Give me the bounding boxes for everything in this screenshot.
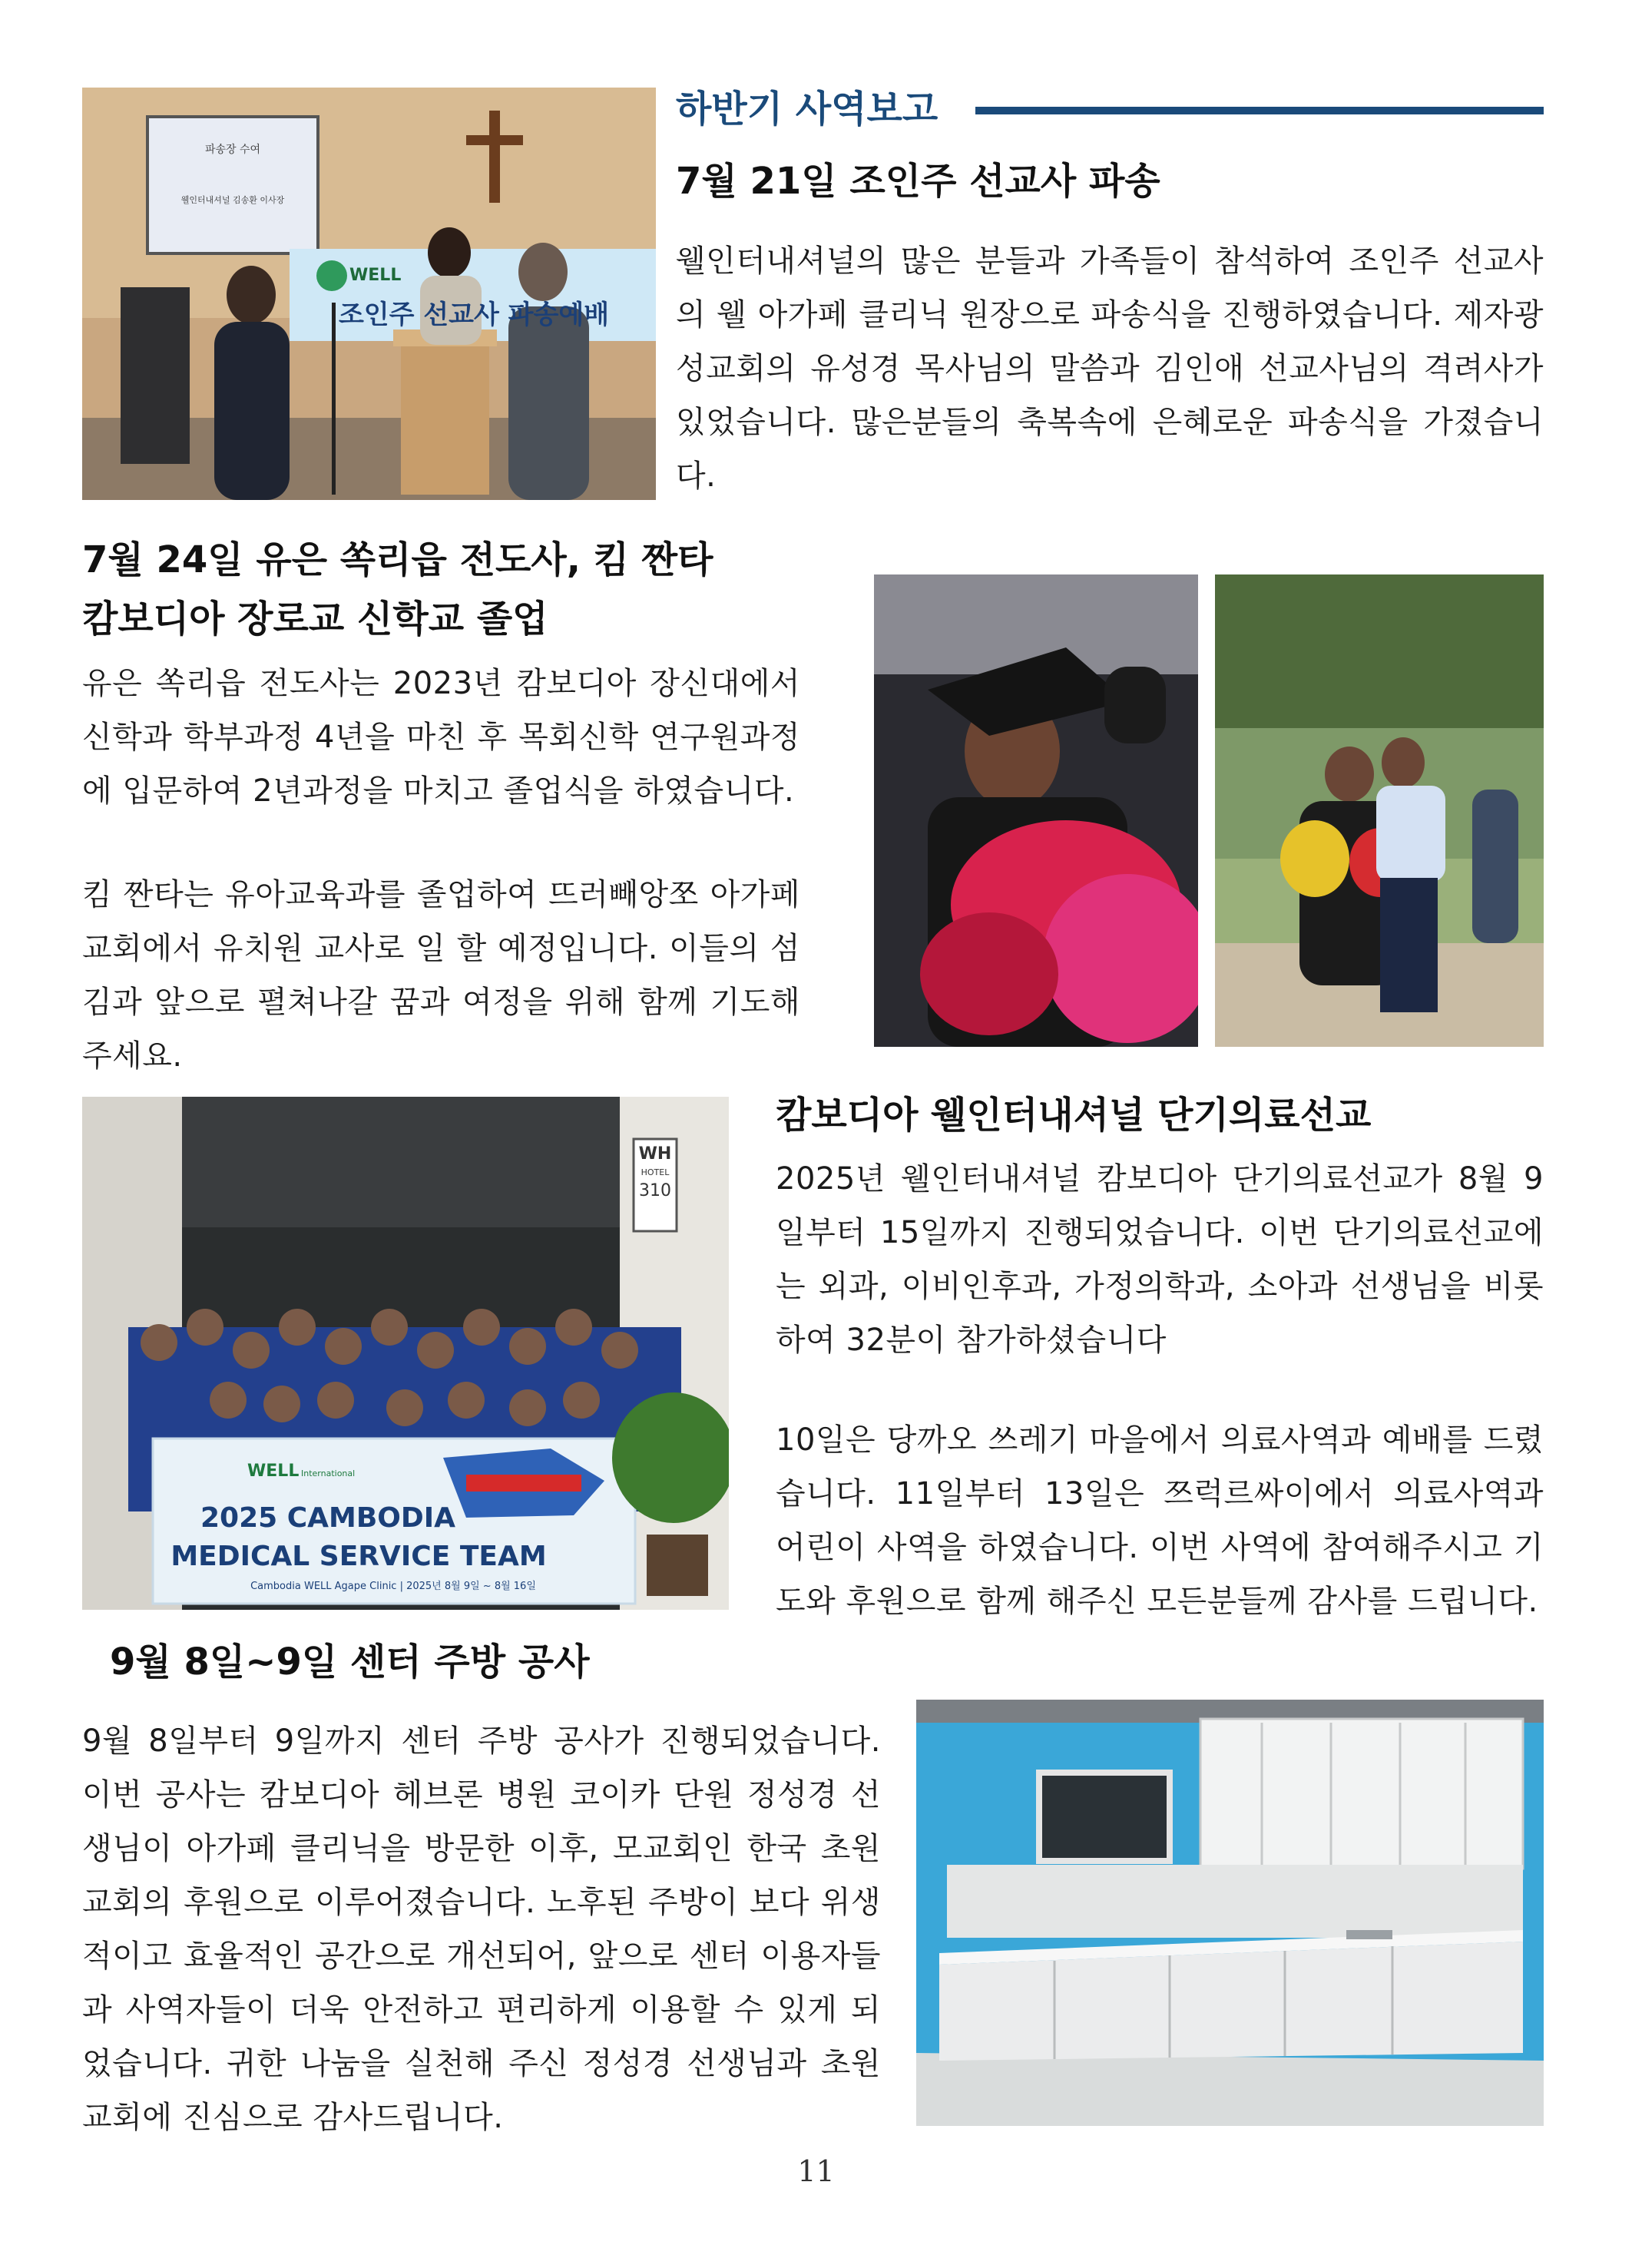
article2-heading-line2: 캄보디아 장로교 신학교 졸업 xyxy=(82,598,548,641)
article4-body: 9월 8일부터 9일까지 센터 주방 공사가 진행되었습니다. 이번 공사는 캄보디아 헤브론 병원 코이카 단원 정성경 선생님이 아가페 클리닉을 방문한 이후, 모교회인 한국 초원교회의 후원으로 이루어졌습니다. 노후된 주방이 보다 위생적이고 효율적인 공간으로 개선되어, 앞으로 센터 이용자들과 사역자들이 더욱 안전하고 편리하게 이용할 수 있게 되었습니다. 귀한 나눔을 실천해 주신 정성경 선생님과 초원교회에 진심으로 감사드립니다. xyxy=(82,1723,881,2135)
article3-body-2: 10일은 당까오 쓰레기 마을에서 의료사역과 예배를 드렸습니다. 11일부터 13일은 쯔럭르싸이에서 의료사역과 어린이 사역을 하였습니다. 이번 사역에 참여해주시고 기도와 후원으로 함께 해주신 모든분들께 감사를 드립니다. xyxy=(776,1422,1544,1619)
team-banner-footer: Cambodia WELL Agape Clinic | 2025년 8월 9일 ~ 8월 16일 xyxy=(250,1581,536,1592)
article1-heading: 7월 21일 조인주 선교사 파송 xyxy=(676,160,1160,203)
kitchen-photo xyxy=(916,1700,1544,2126)
banner-text: 조인주 선교사 파송예배 xyxy=(338,300,610,330)
banner-logo: WELL xyxy=(349,266,402,285)
page-number: 11 xyxy=(797,2154,835,2188)
article2-heading-line1: 7월 24일 유은 쏙리읍 전도사, 킴 짠타 xyxy=(82,538,713,581)
section-title: 하반기 사역보고 xyxy=(676,88,938,131)
hotel-sign-top: WH xyxy=(638,1144,672,1164)
team-banner-line2: MEDICAL SERVICE TEAM xyxy=(170,1541,547,1572)
team-banner-line1: 2025 CAMBODIA xyxy=(200,1502,455,1534)
hotel-sign-mid: HOTEL xyxy=(641,1167,670,1177)
commissioning-ceremony-photo xyxy=(82,88,656,500)
medical-team-photo xyxy=(82,1097,729,1610)
article2-body-2: 킴 짠타는 유아교육과를 졸업하여 뜨러빼앙쪼 아가페 교회에서 유치원 교사로 일 할 예정입니다. 이들의 섬김과 앞으로 펼쳐나갈 꿈과 여정을 위해 함께 기도해 주세요. xyxy=(82,877,800,1074)
graduation-photo-1 xyxy=(874,574,1198,1047)
article3-heading: 캄보디아 웰인터내셔널 단기의료선교 xyxy=(776,1094,1372,1137)
team-banner-logo: WELL xyxy=(247,1462,300,1481)
hotel-sign-bottom: 310 xyxy=(639,1181,671,1200)
article1-body: 웰인터내셔널의 많은 분들과 가족들이 참석하여 조인주 선교사의 웰 아가페 클리닉 원장으로 파송식을 진행하였습니다. 제자광성교회의 유성경 목사님의 말씀과 김인애 선교사님의 격려사가 있었습니다. 많은분들의 축복속에 은혜로운 파송식을 가졌습니다. xyxy=(676,243,1544,494)
article2-body-1: 유은 쏙리읍 전도사는 2023년 캄보디아 장신대에서 신학과 학부과정 4년을 마친 후 목회신학 연구원과정에 입문하여 2년과정을 마치고 졸업식을 하였습니다. xyxy=(82,666,800,809)
screen-subtitle: 웰인터내셔널 김송환 이사장 xyxy=(180,195,285,205)
screen-title: 파송장 수여 xyxy=(204,144,261,156)
article3-body-1: 2025년 웰인터내셔널 캄보디아 단기의료선교가 8월 9일부터 15일까지 진행되었습니다. 이번 단기의료선교에는 외과, 이비인후과, 가정의학과, 소아과 선생님을 비롯하여 32분이 참가하셨습니다 xyxy=(776,1161,1544,1358)
team-banner-logo-sub: International xyxy=(301,1468,356,1478)
article4-heading: 9월 8일~9일 센터 주방 공사 xyxy=(110,1641,590,1684)
section-title-rule xyxy=(975,107,1544,114)
graduation-photo-2 xyxy=(1215,574,1544,1047)
